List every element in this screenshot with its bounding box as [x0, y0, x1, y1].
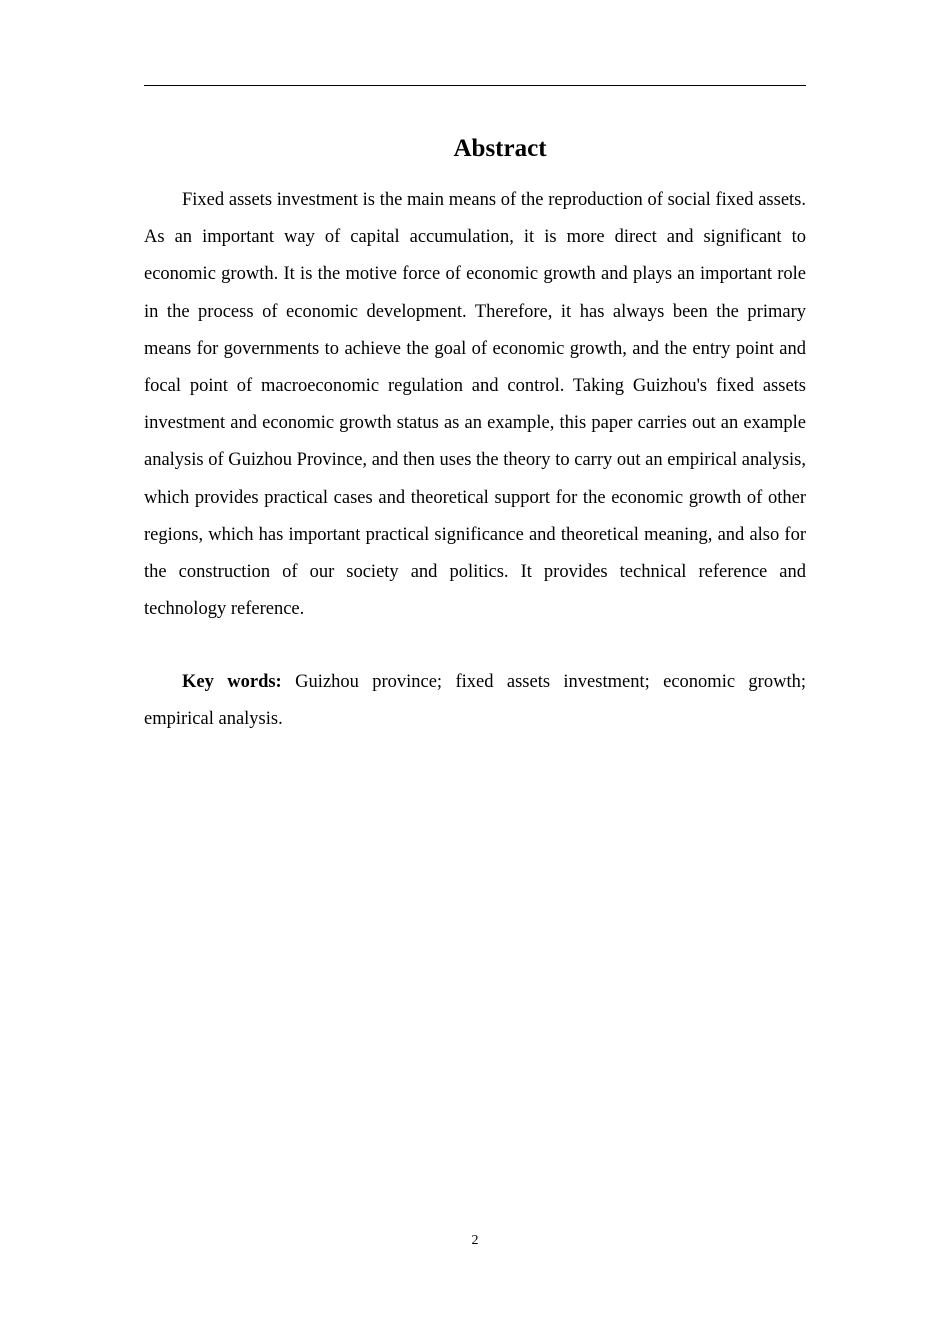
abstract-paragraph: Fixed assets investment is the main means of the reproduction of social fixed assets. As an important way of capital accumulation, it is more direct and significant to economic growth. It is the motive force of economic growth and plays an important role in the process of economic development. Therefore, it has always been the primary means for governments to achieve the goal of economic growth, and the entry point and focal point of macroeconomic regulation and control. Taking Guizhou's fixed assets investment and economic growth status as an example, this paper carries out an example analysis of Guizhou Province, and then uses the theory to carry out an empirical analysis, which provides practical cases and theoretical support for the economic growth of other regions, which has important practical significance and theoretical meaning, and also for the construction of our society and politics. It provides technical reference and technology reference.: [144, 190, 806, 620]
keywords-paragraph: [144, 664, 806, 738]
abstract-title: Abstract: [453, 135, 547, 162]
page-number: 2: [471, 1233, 479, 1248]
keywords-label: Key words:: [182, 672, 282, 692]
header-rule: [144, 85, 806, 86]
keywords-text: Guizhou province; fixed assets investment; economic growth; empirical analysis.: [144, 672, 806, 730]
